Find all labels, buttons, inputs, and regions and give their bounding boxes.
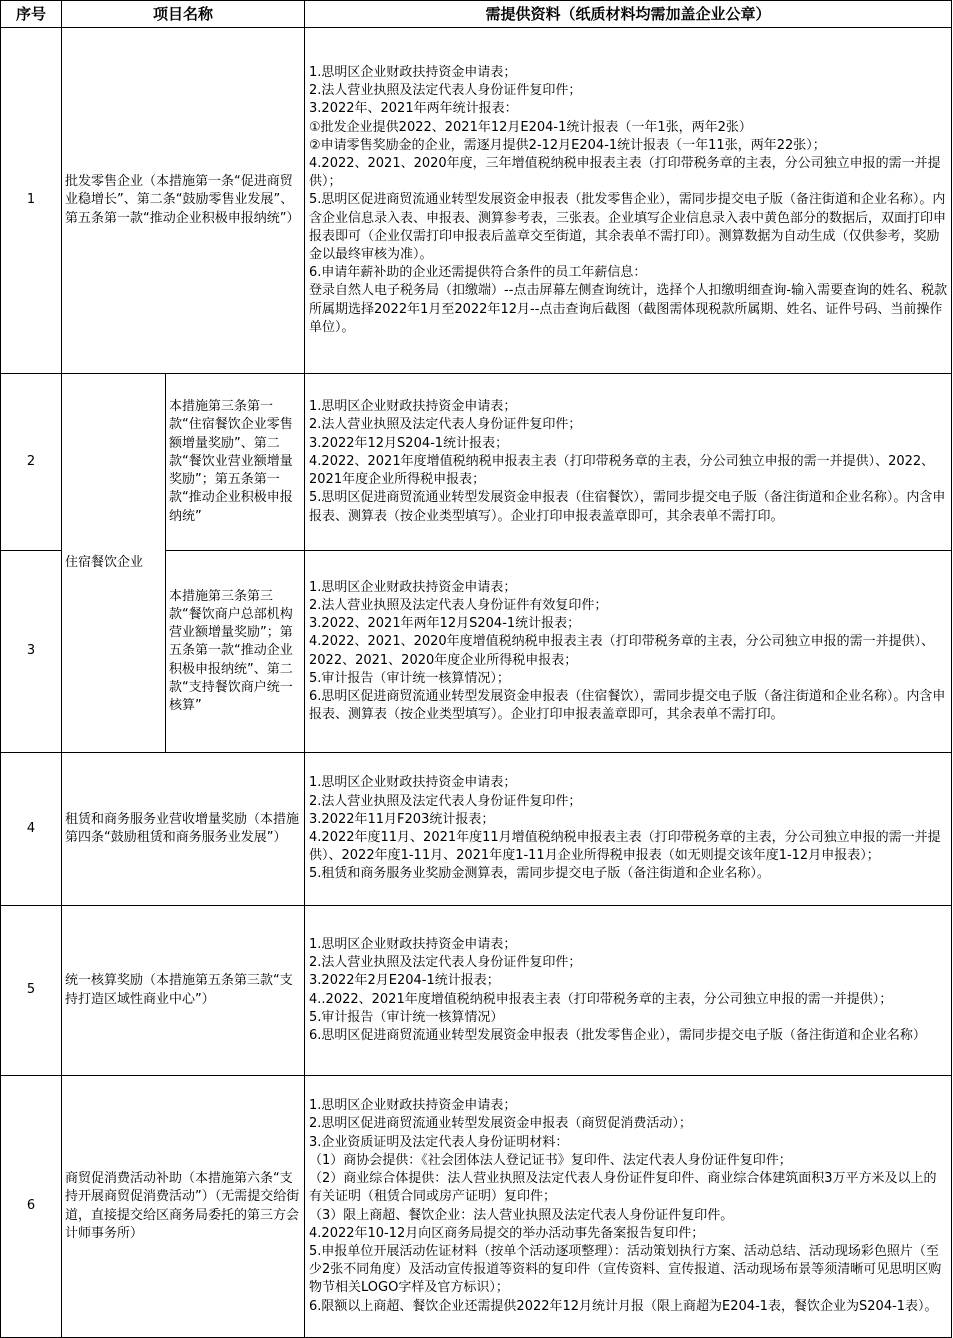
required-documents [305,753,952,906]
required-documents [305,551,952,753]
document-item: 3.2022年2月E204-1统计报表； [309,973,500,989]
document-item: 5.审计报告（审计统一核算情况）； [309,670,510,686]
table-row [1,374,952,551]
document-item: 2.法人营业执照及法定代表人身份证件复印件； [309,83,582,99]
document-item: 1.思明区企业财政扶持资金申请表； [309,775,517,791]
document-item: 1.思明区企业财政扶持资金申请表； [309,579,517,595]
required-documents [305,1076,952,1338]
project-name: 批发零售企业（本措施第一条“促进商贸业稳增长”、第二条“鼓励零售业发展”、第五条第一款“推动企业积极申报纳统”） [62,28,305,374]
document-item: 3.2022年11月F203统计报表； [309,811,495,827]
document-item: 2.法人营业执照及法定代表人身份证件复印件； [309,793,582,809]
document-item: 2.法人营业执照及法定代表人身份证件复印件； [309,417,582,433]
document-item: 2.法人营业执照及法定代表人身份证件有效复印件； [309,597,608,613]
document-item: （3）限上商超、餐饮企业：法人营业执照及法定代表人身份证件复印件。 [309,1207,734,1223]
row-index: 6 [1,1076,62,1338]
document-item: 2.法人营业执照及法定代表人身份证件复印件； [309,955,582,971]
document-item: ①批发企业提供2022、2021年12月E204-1统计报表（一年1张，两年2张） [309,119,752,135]
document-item: 4.2022年度11月、2021年度11月增值税纳税申报表主表（打印带税务章的主表，分公司独立申报的需一并提供）、2022年度1-11月、2021年度1-11月企业所得税申报表（如无则提交该年度1-12月申报表）； [309,830,941,864]
row-index: 3 [1,551,62,753]
document-item: 5.审计报告（审计统一核算情况） [309,1009,504,1025]
table-header-row [1,1,952,28]
table-row [1,1076,952,1338]
document-item: 6.限额以上商超、餐饮企业还需提供2022年12月统计月报（限上商超为E204-1表，餐饮企业为S204-1表）。 [309,1298,938,1314]
document-item: 6.思明区促进商贸流通业转型发展资金申报表（批发零售企业），需同步提交电子版（备注街道和企业名称） [309,1027,926,1043]
document-item: 5.思明区促进商贸流通业转型发展资金申报表（住宿餐饮），需同步提交电子版（备注街道和企业名称）。内含申报表、测算表（按企业类型填写）。企业打印申报表盖章即可，其余表单不需打印。 [309,490,946,524]
document-item: 3.2022、2021年两年12月S204-1统计报表； [309,616,581,632]
document-item: 5.思明区促进商贸流通业转型发展资金申报表（批发零售企业），需同步提交电子版（备注街道和企业名称）。内含企业信息录入表、申报表、测算参考表，三张表。企业填写企业信息录入表中黄色部分的数据后，双面打印申报表即可（企业仅需打印申报表后盖章交至街道，其余表单不需打印）。测算数据为自动生成（仅供参考，奖励金以最终审核为准）。 [309,192,947,262]
project-sub-clause: 本措施第三条第一款“住宿餐饮企业零售额增量奖励”、第二款“餐饮业营业额增量奖励”；第五条第一款“推动企业积极申报纳统” [166,374,305,551]
document-item: 4.2022年10-12月向区商务局提交的举办活动事先备案报告复印件； [309,1225,705,1241]
table-row [1,28,952,374]
document-item: 4..2022、2021年度增值税纳税申报表主表（打印带税务章的主表，分公司独立申报的需一并提供）； [309,991,893,1007]
document-item: 3.2022年12月S204-1统计报表； [309,435,509,451]
project-name: 租赁和商务服务业营收增量奖励（本措施第四条“鼓励租赁和商务服务业发展”） [62,753,305,906]
project-name: 住宿餐饮企业 [62,374,166,753]
required-documents [305,906,952,1076]
document-item: 1.思明区企业财政扶持资金申请表； [309,1098,517,1114]
header-index: 序号 [1,1,62,28]
document-item: 4.2022、2021、2020年度，三年增值税纳税申报表主表（打印带税务章的主表，分公司独立申报的需一并提供）； [309,155,941,190]
row-index: 4 [1,753,62,906]
table-row [1,753,952,906]
header-required-documents: 需提供资料（纸质材料均需加盖企业公章） [305,1,952,28]
document-item: 5.申报单位开展活动佐证材料（按单个活动逐项整理）：活动策划执行方案、活动总结、活动现场彩色照片（至少2张不同角度）及活动宣传报道等资料的复印件（宣传资料、宣传报道、活动现场布景等须清晰可见思明区购物节相关LOGO字样及官方标识）； [309,1243,942,1296]
row-index: 5 [1,906,62,1076]
document-item: 4.2022、2021、2020年度增值税纳税申报表主表（打印带税务章的主表，分公司独立申报的需一并提供）、2022、2021、2020年度企业所得税申报表； [309,634,935,668]
document-item: ②申请零售奖励金的企业，需逐月提供2-12月E204-1统计报表（一年11张，两年22张）； [309,137,826,153]
document-item: 1.思明区企业财政扶持资金申请表； [309,936,517,952]
project-sub-clause: 本措施第三条第三款“餐饮商户总部机构营业额增量奖励”；第五条第一款“推动企业积极申报纳统”、第二款“支持餐饮商户统一核算” [166,551,305,753]
project-name: 商贸促消费活动补助（本措施第六条“支持开展商贸促消费活动”）（无需提交给街道，直接提交给区商务局委托的第三方会计师事务所） [62,1076,305,1338]
document-item: （2）商业综合体提供：法人营业执照及法定代表人身份证件复印件、商业综合体建筑面积3万平方米及以上的有关证明（租赁合同或房产证明）复印件； [309,1171,937,1205]
document-item: 1.思明区企业财政扶持资金申请表； [309,399,517,415]
header-project-name: 项目名称 [62,1,305,28]
row-index: 2 [1,374,62,551]
required-documents [305,374,952,551]
project-name: 统一核算奖励（本措施第五条第三款“支持打造区域性商业中心”） [62,906,305,1076]
document-item: （1）商协会提供：《社会团体法人登记证书》复印件、法定代表人身份证件复印件； [309,1152,792,1168]
document-item: 1.思明区企业财政扶持资金申请表； [309,64,517,80]
document-item: 5.租赁和商务服务业奖励金测算表，需同步提交电子版（备注街道和企业名称）。 [309,866,770,882]
document-item: 2.思明区促进商贸流通业转型发展资金申报表（商贸促消费活动）； [309,1116,692,1132]
document-item: 登录自然人电子税务局（扣缴端）--点击屏幕左侧查询统计，选择个人扣缴明细查询-输入需要查询的姓名、税款所属期选择2022年1月至2022年12月--点击查询后截图（截图需体现税款所属期、姓名、证件号码、当前操作单位）。 [309,283,948,335]
document-item: 3.企业资质证明及法定代表人身份证明材料： [309,1134,569,1150]
required-documents [305,28,952,374]
document-item: 3.2022年、2021年两年统计报表： [309,101,518,117]
table-row [1,906,952,1076]
document-item: 4.2022、2021年度增值税纳税申报表主表（打印带税务章的主表，分公司独立申报的需一并提供）、2022、2021年度企业所得税申报表； [309,453,935,488]
document-item: 6.思明区促进商贸流通业转型发展资金申报表（住宿餐饮），需同步提交电子版（备注街道和企业名称）。内含申报表、测算表（按企业类型填写）。企业打印申报表盖章即可，其余表单不需打印。 [309,688,946,723]
document-item: 6.申请年薪补助的企业还需提供符合条件的员工年薪信息： [309,265,647,281]
row-index: 1 [1,28,62,374]
